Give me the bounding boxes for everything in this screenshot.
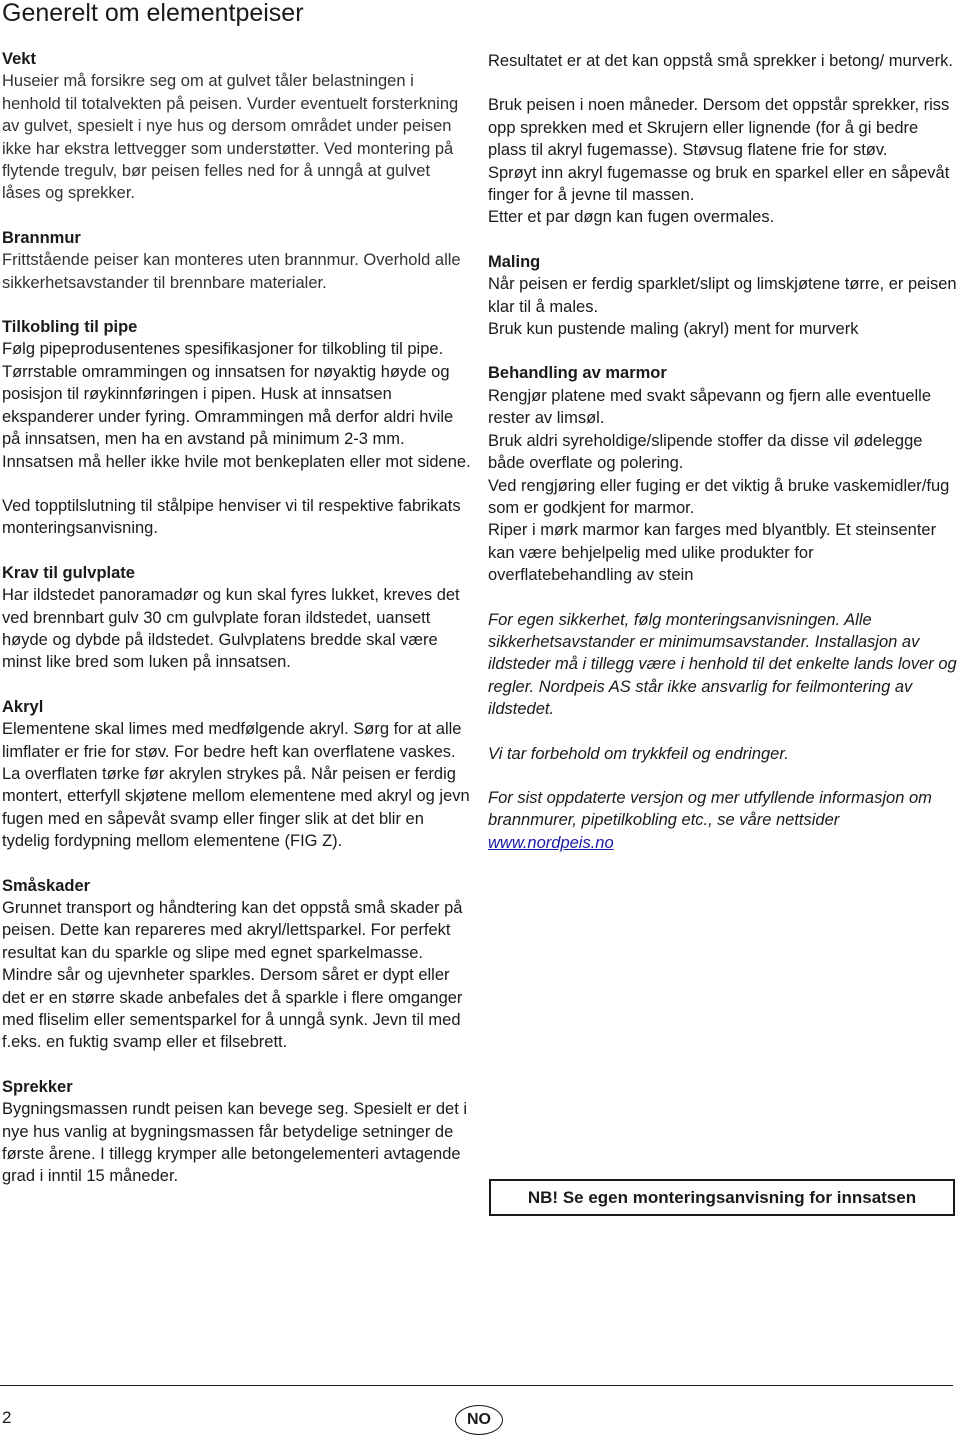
section-maling [488, 251, 958, 341]
section-body: Bruk aldri syreholdige/slipende stoffer da disse vil ødelegge både overflate og polering. [488, 431, 923, 473]
section-body: Rengjør platene med svakt såpevann og fjern alle eventuelle rester av limsøl. [488, 386, 932, 428]
section-body: Har ildstedet panoramadør og kun skal fyres lukket, kreves det ved brennbart gulv 30 cm gulvplate foran ildstedet, uansett høyde og dybde på ildstedet. Gulvplatens bredde skal være minst like bred som luken på innsatsen. [2, 586, 460, 672]
section-body: Ved topptilslutning til stålpipe henviser vi til respektive fabrikats monteringsanvisning. [2, 496, 461, 538]
section-heading: Småskader [2, 876, 91, 895]
section-akryl [2, 696, 472, 853]
language-badge: NO [455, 1405, 503, 1435]
section-body: Bruk peisen i noen måneder. Dersom det oppstår sprekker, riss opp sprekken med et Skrujern eller lignende (for å gi bedre plass til akryl fugemasse). Støvsug flatene frie for støv. [488, 96, 950, 160]
latest-info-text: For sist oppdaterte versjon og mer utfyllende informasjon om brannmurer, pipetilkobling etc., se våre nettsider [488, 788, 932, 830]
section-body: Etter et par døgn kan fugen overmales. [488, 208, 775, 227]
section-body: Bruk kun pustende maling (akryl) ment for murverk [488, 320, 859, 339]
section-heading: Tilkobling til pipe [2, 318, 138, 337]
section-heading: Vekt [2, 50, 36, 68]
section-heading: Krav til gulvplate [2, 563, 135, 582]
section-heading: Brannmur [2, 228, 81, 247]
section-tilkobling-til-pipe [2, 316, 472, 473]
footer-divider [0, 1385, 953, 1386]
latest-info-notice [488, 787, 958, 854]
page-number: 2 [2, 1408, 12, 1427]
section-heading: Akryl [2, 697, 44, 716]
website-link[interactable]: www.nordpeis.no [488, 833, 614, 852]
reservation-notice-text: Vi tar forbehold om trykkfeil og endringer. [488, 744, 789, 763]
reservation-notice [488, 743, 958, 765]
section-body: Riper i mørk marmor kan farges med blyantbly. Et steinsenter kan være behjelpelig med ulike produkter for overflatebehandling av stein [488, 521, 937, 585]
nb-notice-box: NB! Se egen monteringsanvisning for innsatsen [489, 1179, 955, 1216]
section-body: Grunnet transport og håndtering kan det oppstå små skader på peisen. Dette kan repareres med akryl/lettsparkel. For perfekt resultat kan du sparkle og slipe med egnet sparkelmasse. Mindre sår og ujevnheter sparkles. Dersom såret er dypt eller det er en større skade anbefales det å sparkle i flere omganger med fliselim eller sementsparkel for å unngå synk. Jevn til med f.eks. en fuktig svamp eller et filsebrett. [2, 899, 463, 1052]
section-smaskader [2, 875, 472, 1054]
section-reparasjon [488, 94, 958, 228]
section-body: Følg pipeprodusentenes spesifikasjoner for tilkobling til pipe. Tørrstable omrammingen og innsatsen for nøyaktig høyde og posisjon til røykinnføringen i pipen. Husk at innsatsen ekspanderer under fyring. Omrammingen må derfor aldri hvile på innsatsen, men ha en avstand på minimum 2-3 mm. Innsatsen må heller ikke hvile mot benkeplaten eller mot sidene. [2, 340, 471, 471]
section-heading: Maling [488, 252, 541, 271]
section-body: Når peisen er ferdig sparklet/slipt og limskjøtene tørre, er peisen klar til å males. [488, 275, 957, 316]
section-body: Resultatet er at det kan oppstå små sprekker i betong/ murverk. [488, 52, 953, 70]
section-body: Ved rengjøring eller fuging er det viktig å bruke vaskemidler/fug som er godkjent for marmor. [488, 476, 950, 517]
section-body: Huseier må forsikre seg om at gulvet tåler belastningen i henhold til totalvekten på peisen. Vurder eventuelt forsterkning av gulvet, spesielt i nye hus og dersom området under peisen ikke har ekstra lettvegger som understøtter. Ved montering på flytende tregulv, bør peisen felles ned for å unngå at gulvet låses og sprekker. [2, 72, 459, 203]
section-body: Elementene skal limes med medfølgende akryl. Sørg for at alle limflater er frie for støv. For bedre heft kan overflatene vaskes. La overflaten tørke før akrylen strykes på. Når peisen er ferdig montert, etterfyll skjøtene mellom elementene med akryl og jevn fugen med en såpevåt svamp eller finger slik at det blir en tydelig fordypning mellom elementene (FIG Z). [2, 720, 470, 851]
page-title: Generelt om elementpeiser [2, 0, 304, 27]
safety-notice-text: For egen sikkerhet, følg monteringsanvisningen. Alle sikkerhetsavstander er minimumsavstander. Installasjon av ildsteder må i tillegg være i henhold til det enkelte lands lover og regler. Nordpeis AS står ikke ansvarlig for feilmontering av ildstedet. [488, 610, 957, 719]
left-column [2, 48, 472, 1210]
section-body: Bygningsmassen rundt peisen kan bevege seg. Spesielt er det i nye hus vanlig at bygningsmassen får betydelige setninger de første årene. I tillegg krymper alle betongelementeri avtagende grad i inntil 15 måneder. [2, 1100, 468, 1186]
section-resultat [488, 50, 958, 72]
section-brannmur [2, 227, 472, 294]
section-vekt [2, 48, 472, 205]
section-heading: Behandling av marmor [488, 364, 667, 383]
section-topptilslutning [2, 495, 472, 540]
section-sprekker [2, 1076, 472, 1188]
safety-notice [488, 609, 958, 721]
section-behandling-av-marmor [488, 362, 958, 586]
section-krav-til-gulvplate [2, 562, 472, 674]
section-body: Sprøyt inn akryl fugemasse og bruk en sparkel eller en såpevåt finger for å jevne til massen. [488, 163, 950, 205]
section-heading: Sprekker [2, 1077, 73, 1096]
right-column [488, 50, 958, 876]
section-body: Frittstående peiser kan monteres uten brannmur. Overhold alle sikkerhetsavstander til brennbare materialer. [2, 251, 461, 292]
